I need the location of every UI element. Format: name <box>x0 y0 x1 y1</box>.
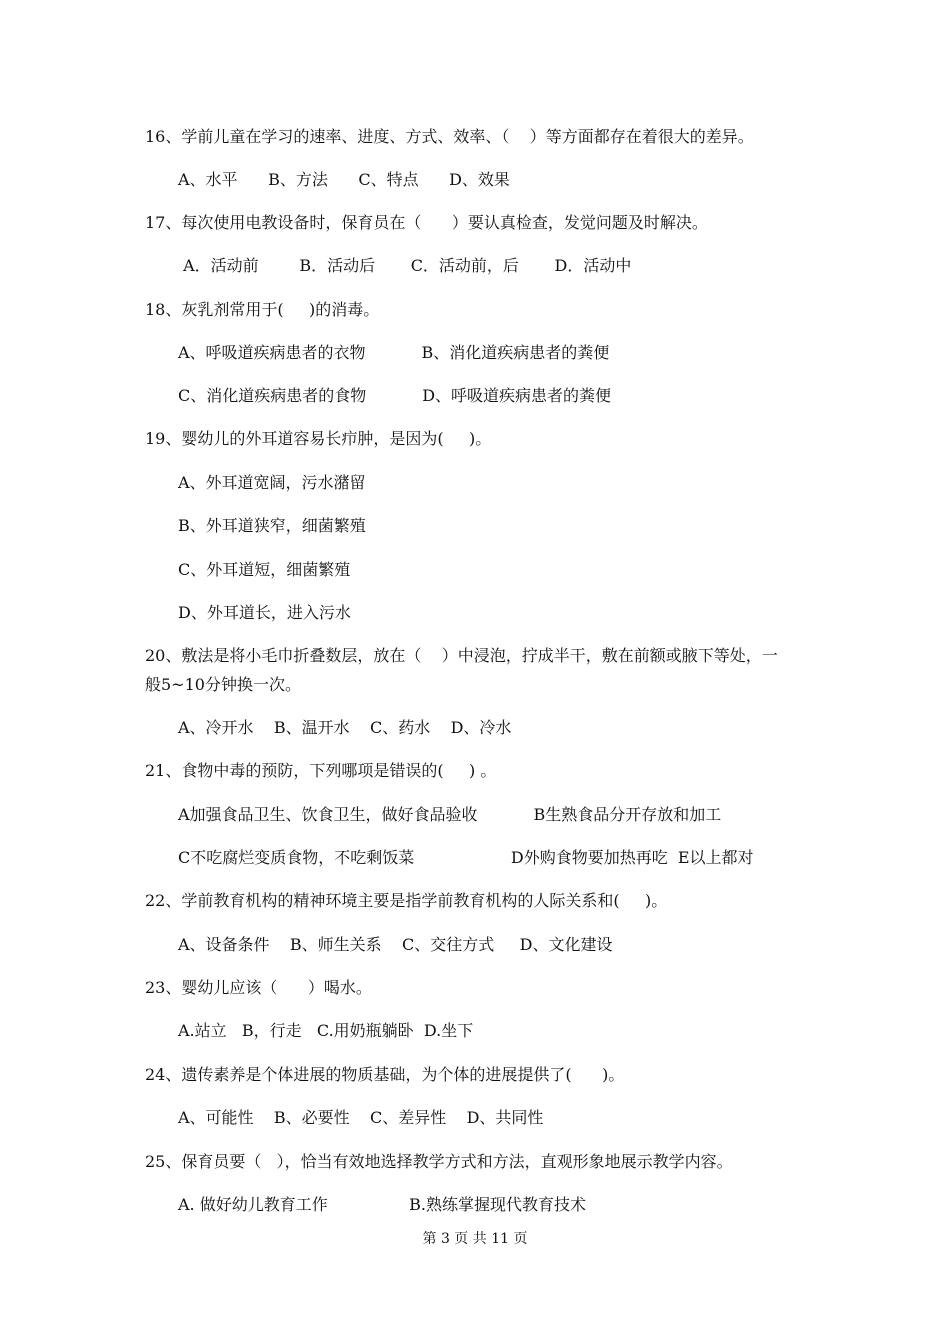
option-19-b: B、外耳道狭窄，细菌繁殖 <box>178 516 366 535</box>
options-25: A. 做好幼儿教育工作 B.熟练掌握现代教育技术 <box>178 1195 586 1214</box>
question-22: 22、学前教育机构的精神环境主要是指学前教育机构的人际关系和( )。 <box>145 891 668 910</box>
page-footer: 第 3 页 共 11 页 <box>422 1231 528 1247</box>
question-20-line2: 般5~10分钟换一次。 <box>145 675 301 694</box>
options-22: A、设备条件 B、师生关系 C、交往方式 D、文化建设 <box>178 935 613 954</box>
options-16: A、水平 B、方法 C、特点 D、效果 <box>178 170 510 189</box>
question-23: 23、婴幼儿应该（ ）喝水。 <box>145 978 372 997</box>
options-21-row2: C不吃腐烂变质食物，不吃剩饭菜 D外购食物要加热再吃 E以上都对 <box>178 848 754 867</box>
options-20: A、冷开水 B、温开水 C、药水 D、冷水 <box>178 718 512 737</box>
option-19-d: D、外耳道长，进入污水 <box>178 603 351 622</box>
question-18: 18、灰乳剂常用于( )的消毒。 <box>145 300 380 319</box>
question-17: 17、每次使用电教设备时，保育员在（ ）要认真检查，发觉问题及时解决。 <box>145 213 708 232</box>
option-19-c: C、外耳道短，细菌繁殖 <box>178 560 351 579</box>
options-23: A.站立 B，行走 C.用奶瓶躺卧 D.坐下 <box>178 1021 474 1040</box>
question-24: 24、遗传素养是个体进展的物质基础，为个体的进展提供了( )。 <box>145 1065 625 1084</box>
question-20: 20、敷法是将小毛巾折叠数层，放在（ ）中浸泡，拧成半干，敷在前额或腋下等处，一 <box>145 646 778 665</box>
options-21-row1: A加强食品卫生、饮食卫生，做好食品验收 B生熟食品分开存放和加工 <box>178 805 722 824</box>
options-18-row1: A、呼吸道疾病患者的衣物 B、消化道疾病患者的粪便 <box>178 343 610 362</box>
options-17: A．活动前 B．活动后 C．活动前，后 D．活动中 <box>178 256 632 275</box>
option-19-a: A、外耳道宽阔，污水潴留 <box>178 473 366 492</box>
question-19: 19、婴幼儿的外耳道容易长疖肿，是因为( )。 <box>145 429 492 448</box>
question-21: 21、食物中毒的预防，下列哪项是错误的( ) 。 <box>145 761 497 780</box>
options-18-row2: C、消化道疾病患者的食物 D、呼吸道疾病患者的粪便 <box>178 386 612 405</box>
question-16: 16、学前儿童在学习的速率、进度、方式、效率、（ ）等方面都存在着很大的差异。 <box>145 127 754 146</box>
question-25: 25、保育员要（ ），恰当有效地选择教学方式和方法，直观形象地展示教学内容。 <box>145 1152 733 1171</box>
options-24: A、可能性 B、必要性 C、差异性 D、共同性 <box>178 1108 544 1127</box>
